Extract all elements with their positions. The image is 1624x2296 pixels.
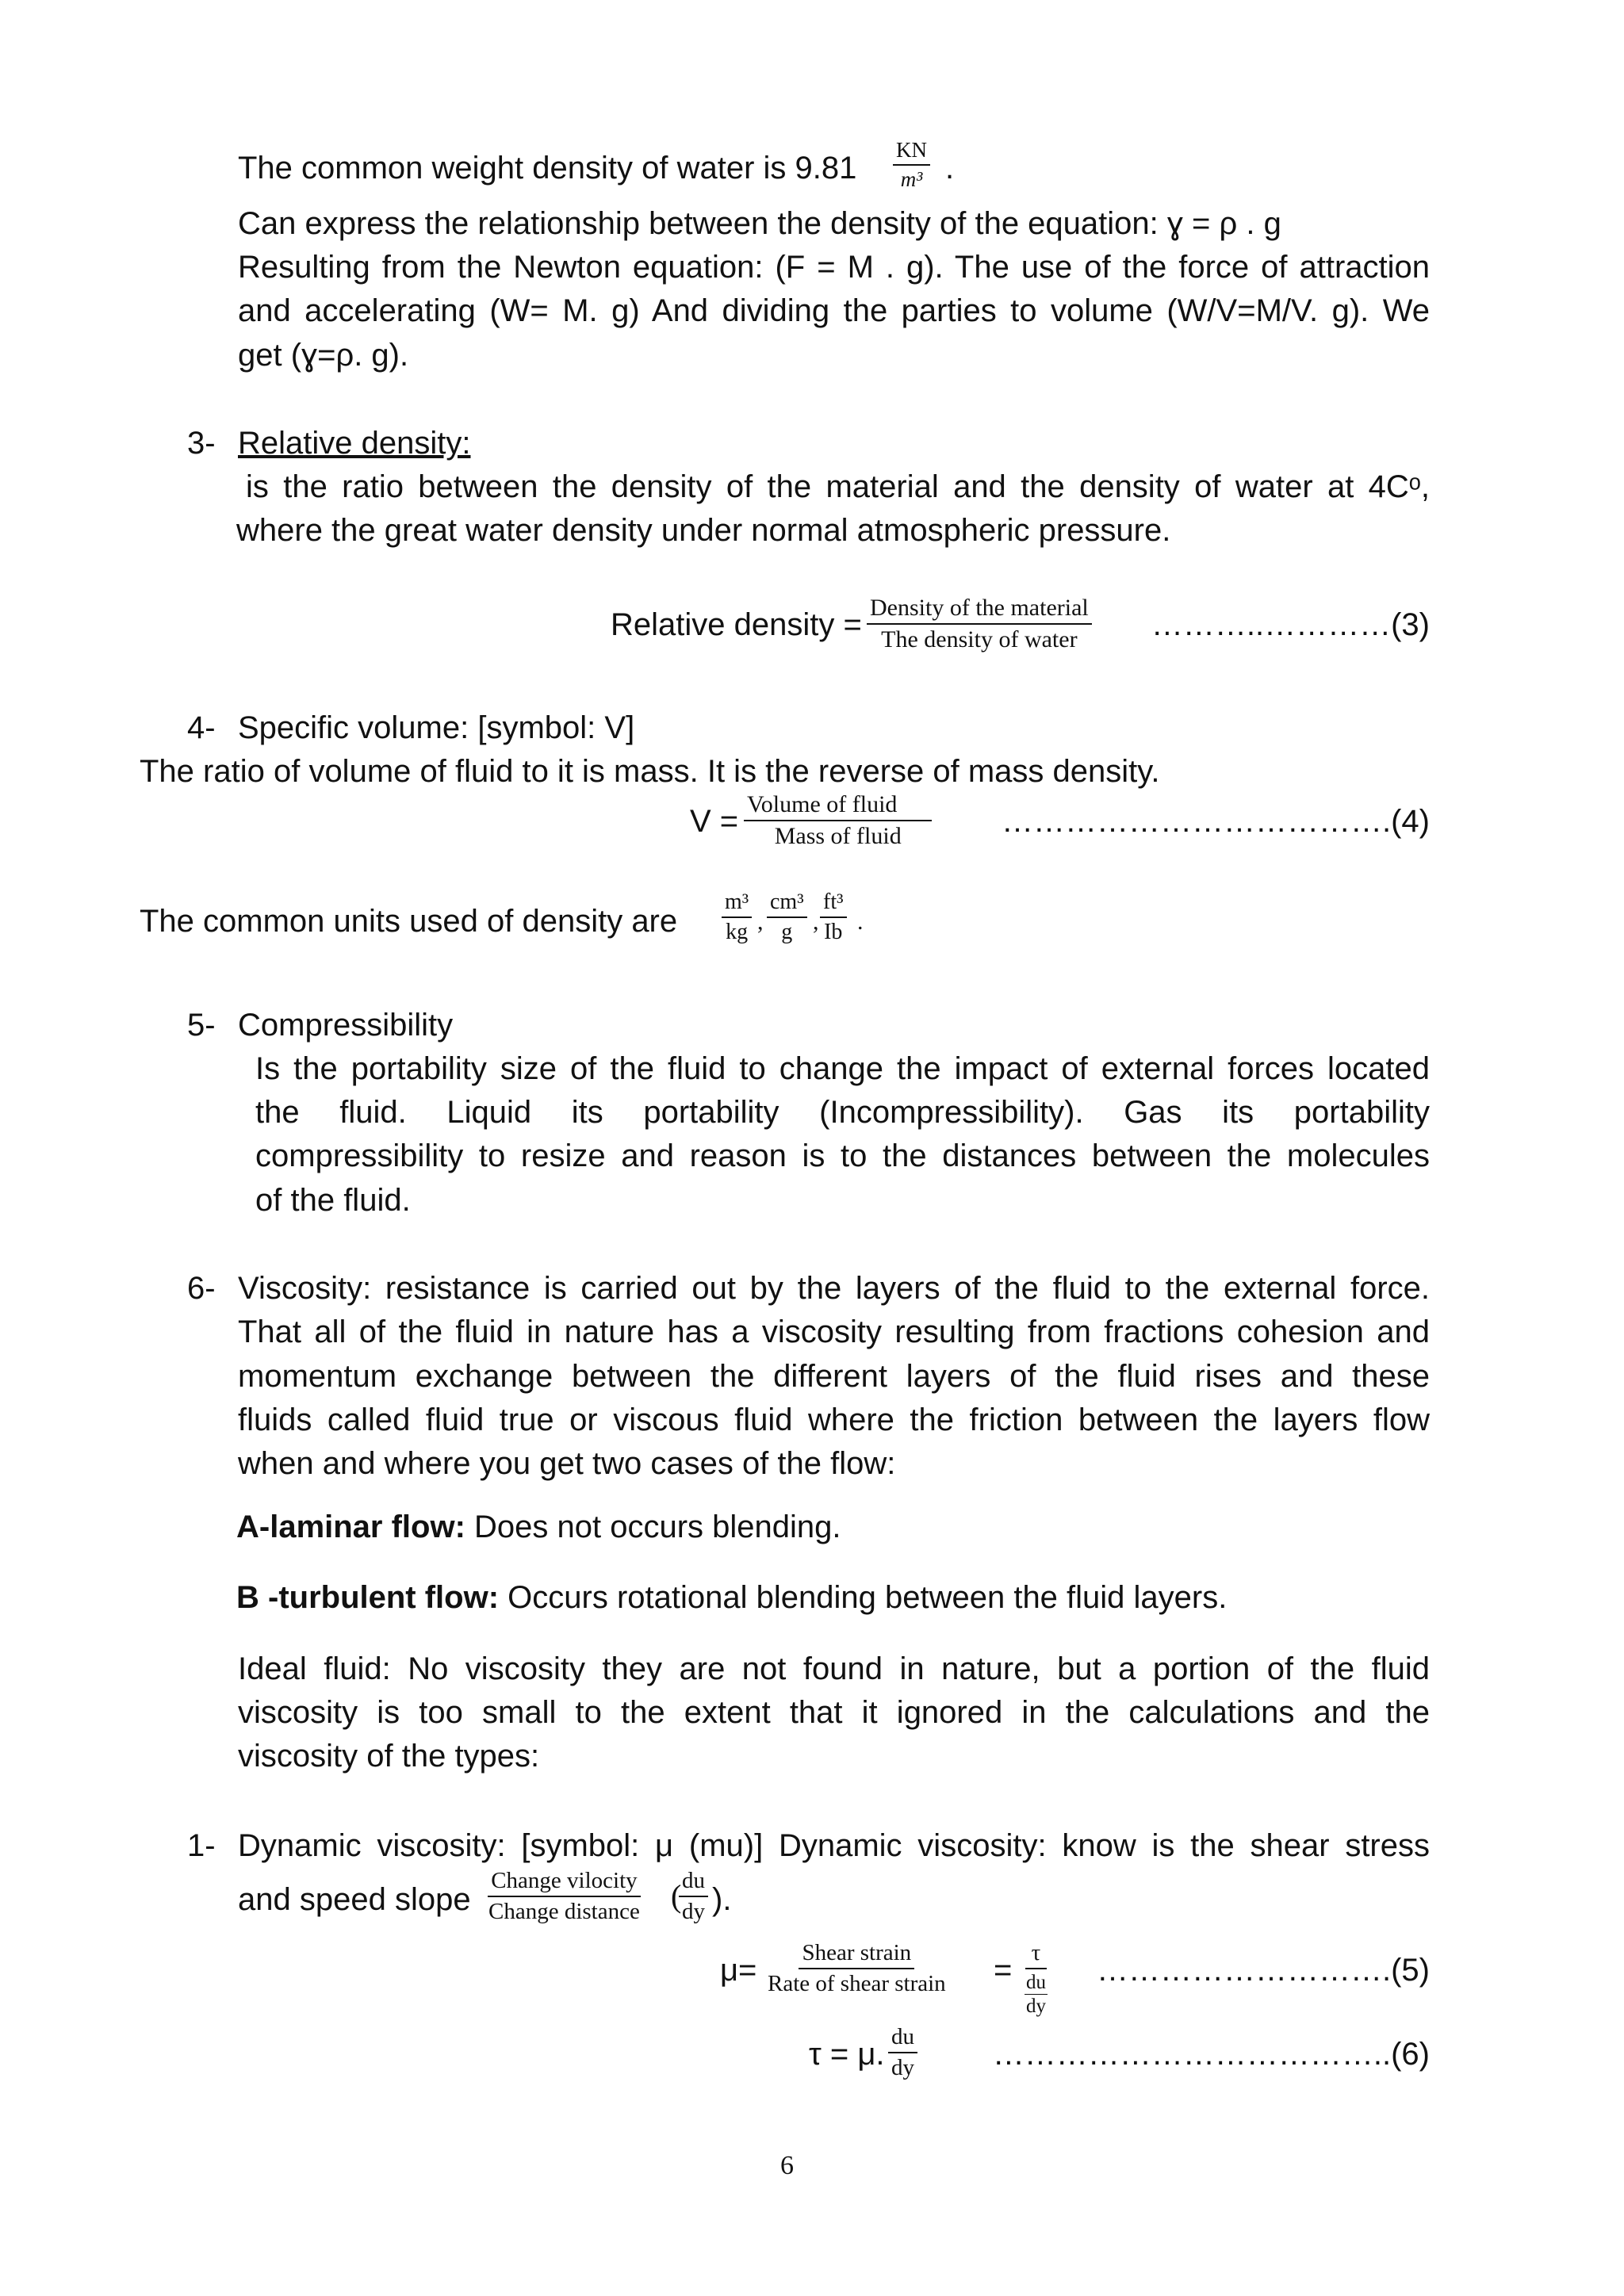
relative-density-line-1: is the ratio between the density of the material and the density of water at 4Cᵒ, — [246, 469, 1430, 504]
laminar-flow-text: Does not occurs blending. — [465, 1510, 841, 1544]
viscosity-line-4: fluids called fluid true or viscous fluid where the friction between the layers flow — [238, 1402, 1430, 1437]
relative-density-heading: Relative density: — [238, 426, 471, 461]
compressibility-line-2: the fluid. Liquid its portability (Incompressibility). Gas its portability — [255, 1095, 1430, 1130]
fraction-denominator: dy — [891, 2055, 914, 2080]
item-number-1: 1- — [187, 1828, 216, 1863]
fraction-denominator: Mass of fluid — [774, 823, 902, 849]
viscosity-line-3: momentum exchange between the different layers of the fluid rises and these — [238, 1359, 1430, 1394]
newton-line-3: get (ɣ=ρ. g). — [238, 338, 409, 373]
unit-separator: , — [757, 909, 764, 935]
fraction-denominator: Ib — [824, 920, 843, 944]
newton-line-1: Resulting from the Newton equation: (F = M . g). The use of the force of attraction — [238, 250, 1430, 285]
fraction-denominator: The density of water — [881, 626, 1078, 652]
weight-density-dot: . — [945, 151, 955, 186]
weight-density-line — [238, 152, 856, 184]
fraction-numerator: du — [679, 1869, 708, 1897]
ideal-fluid-line-3: viscosity of the types: — [238, 1739, 540, 1774]
equation-reference-5: ……………………….(5) — [1097, 1953, 1430, 1988]
dy-denominator: dy — [1026, 1996, 1046, 2017]
specific-volume-eq-label: V = — [690, 804, 739, 839]
equation-reference-3: ………..…………(3) — [1151, 607, 1430, 642]
equation-reference-4: ……………………………….(4) — [1002, 804, 1430, 839]
unit-fraction-ft3-lb — [820, 891, 847, 943]
viscosity-line-5: when and where you get two cases of the flow: — [238, 1446, 896, 1481]
relative-density-eq-label: Relative density = — [611, 607, 862, 642]
equation-reference-6: ………………………………..(6) — [992, 2037, 1430, 2072]
turbulent-flow-line — [236, 1582, 1227, 1613]
relative-density-fraction — [867, 596, 1092, 652]
laminar-flow-label: A-laminar flow: — [236, 1510, 465, 1544]
item-number-3: 3- — [187, 426, 216, 461]
fraction-numerator: m³ — [722, 891, 752, 918]
fraction-denominator: Change distance — [488, 1899, 640, 1924]
slope-fraction — [485, 1869, 643, 1923]
unit-numerator: KN — [893, 140, 930, 166]
fraction-denominator: g — [781, 920, 793, 944]
weight-density-text: The common weight density of water is 9.81 — [238, 151, 857, 186]
turbulent-flow-text: Occurs rotational blending between the fluid layers. — [499, 1580, 1228, 1615]
item-number-6: 6- — [187, 1271, 216, 1306]
equals-sign: = — [994, 1953, 1013, 1988]
specific-volume-fraction — [744, 793, 932, 848]
speed-slope-text: and speed slope — [238, 1882, 471, 1917]
item-number-4: 4- — [187, 710, 216, 745]
du-numerator: du — [1026, 1972, 1046, 1993]
relation-line: Can express the relationship between the density of the equation: ɣ = ρ . g — [238, 206, 1281, 241]
mu-label: μ= — [720, 1953, 757, 1988]
nested-fraction — [1021, 1969, 1051, 2016]
weight-density-unit — [893, 140, 930, 190]
viscosity-line-1: Viscosity: resistance is carried out by the layers of the fluid to the external force. — [238, 1271, 1430, 1306]
fraction-numerator: cm³ — [767, 891, 807, 918]
fraction-numerator: ft³ — [820, 891, 847, 918]
ideal-fluid-line-1: Ideal fluid: No viscosity they are not found in nature, but a portion of the fluid — [238, 1651, 1430, 1686]
slope-paren-open: ( — [671, 1878, 682, 1914]
tau-label: τ = μ. — [809, 2037, 885, 2072]
fraction-numerator: Density of the material — [867, 596, 1092, 625]
dynamic-viscosity-line-1: Dynamic viscosity: [symbol: μ (mu)] Dynamic viscosity: know is the shear stress — [238, 1828, 1430, 1863]
fraction-denominator: kg — [726, 920, 749, 944]
tau-du-dy-fraction — [888, 2026, 917, 2080]
tau-over-du-dy-fraction — [1021, 1942, 1051, 2016]
unit-separator: , — [813, 909, 819, 935]
fraction-denominator: dy — [682, 1899, 705, 1924]
unit-denominator: m³ — [900, 167, 923, 191]
fraction-denominator: Rate of shear strain — [768, 1971, 946, 1996]
newton-line-2: and accelerating (W= M. g) And dividing the parties to volume (W/V=M/V. g). We — [238, 293, 1430, 328]
compressibility-line-1: Is the portability size of the fluid to change the impact of external forces located — [255, 1051, 1430, 1086]
relative-density-line-2: where the great water density under normal atmospheric pressure. — [236, 513, 1171, 548]
viscosity-line-2: That all of the fluid in nature has a viscosity resulting from fractions cohesion and — [238, 1314, 1430, 1349]
compressibility-heading: Compressibility — [238, 1008, 454, 1043]
units-period: . — [857, 909, 864, 935]
specific-volume-line: The ratio of volume of fluid to it is mass. It is the reverse of mass density. — [140, 754, 1160, 789]
unit-fraction-m3-kg — [722, 891, 752, 943]
fraction-numerator: τ — [1025, 1942, 1048, 1969]
fraction-numerator: Shear strain — [799, 1942, 914, 1969]
laminar-flow-line — [236, 1511, 841, 1543]
unit-fraction-cm3-g — [767, 891, 807, 943]
item-number-5: 5- — [187, 1008, 216, 1043]
du-dy-fraction — [679, 1869, 708, 1923]
fraction-numerator: Change vilocity — [488, 1869, 640, 1897]
fraction-numerator: du — [888, 2026, 917, 2053]
specific-volume-heading: Specific volume: [symbol: V] — [238, 710, 635, 745]
turbulent-flow-label: B -turbulent flow: — [236, 1580, 500, 1615]
density-units-text: The common units used of density are — [140, 904, 678, 939]
fraction-numerator: Volume of fluid — [744, 793, 932, 821]
page-number: 6 — [780, 2151, 794, 2180]
mu-fraction — [764, 1942, 949, 1996]
compressibility-line-4: of the fluid. — [255, 1183, 411, 1218]
ideal-fluid-line-2: viscosity is too small to the extent that it ignored in the calculations and the — [238, 1695, 1430, 1730]
slope-paren-close: ). — [712, 1882, 732, 1917]
compressibility-line-3: compressibility to resize and reason is to the distances between the molecules — [255, 1138, 1430, 1173]
